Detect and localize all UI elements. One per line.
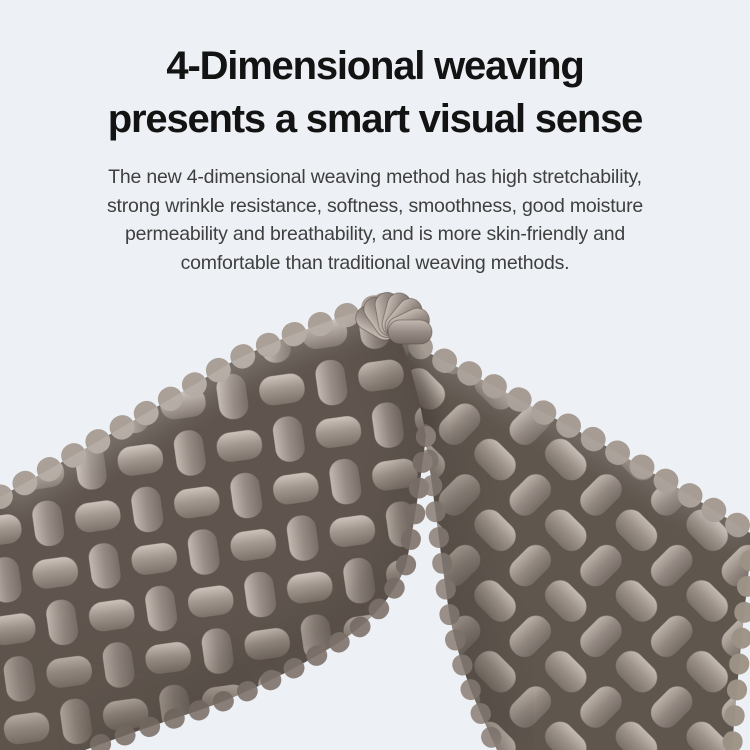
page-title-line-2: presents a smart visual sense bbox=[107, 97, 643, 141]
product-description bbox=[0, 163, 750, 277]
description-line-1: The new 4-dimensional weaving method has high stretchability, bbox=[108, 166, 642, 188]
description-line-4: comfortable than traditional weaving methods. bbox=[180, 251, 570, 274]
description-line-2: strong wrinkle resistance, softness, smoothness, good moisture bbox=[106, 194, 644, 217]
strap-front-branch bbox=[0, 305, 427, 750]
page-title-line-1: 4-Dimensional weaving bbox=[166, 44, 584, 88]
strap-folded-branch bbox=[370, 290, 750, 750]
page-title bbox=[0, 40, 750, 146]
copy-block bbox=[0, 0, 750, 277]
description-line-3: permeability and breathability, and is more skin-friendly and bbox=[124, 223, 626, 245]
